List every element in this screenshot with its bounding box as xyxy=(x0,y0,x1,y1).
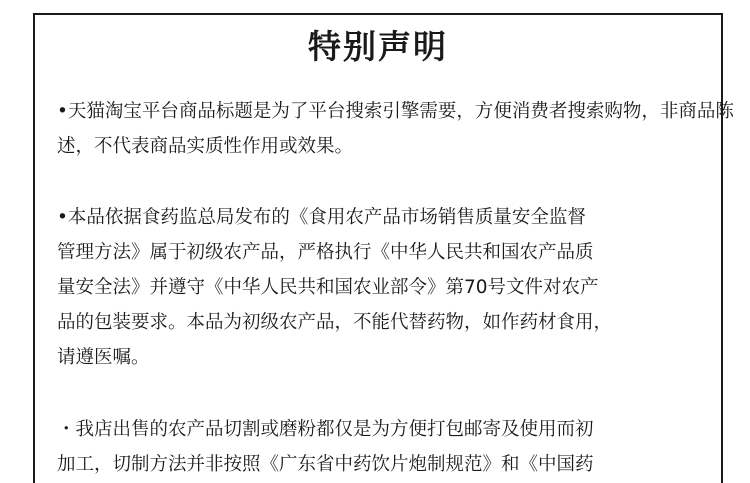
paragraph-line: 管理方法》属于初级农产品，严格执行《中华人民共和国农产品质 xyxy=(57,242,594,263)
paragraph-line: 请遵医嘱。 xyxy=(57,347,150,368)
paragraph-line: •本品依据食药监总局发布的《食用农产品市场销售质量安全监督 xyxy=(57,207,586,228)
paragraph-line: ・我店出售的农产品切割或磨粉都仅是为方便打包邮寄及使用而初 xyxy=(57,419,594,440)
paragraph-line: 量安全法》并遵守《中华人民共和国农业部令》第70号文件对农产 xyxy=(57,277,599,298)
paragraph-line: 加工，切制方法并非按照《广东省中药饮片炮制规范》和《中国药 xyxy=(57,454,594,475)
notice-title: 特别声明 xyxy=(308,27,448,66)
notice-paragraph-platform-title xyxy=(57,94,734,164)
notice-paragraph-processing xyxy=(57,412,712,482)
paragraph-line: •天猫淘宝平台商品标题是为了平台搜索引擎需要，方便消费者搜索购物，非商品陈 xyxy=(57,101,734,122)
special-notice-panel xyxy=(33,13,734,483)
paragraph-line: 述，不代表商品实质性作用或效果。 xyxy=(57,136,354,157)
notice-paragraph-product-regulation xyxy=(57,200,712,375)
paragraph-line: 品的包装要求。本品为初级农产品，不能代替药物，如作药材食用， xyxy=(57,312,613,333)
